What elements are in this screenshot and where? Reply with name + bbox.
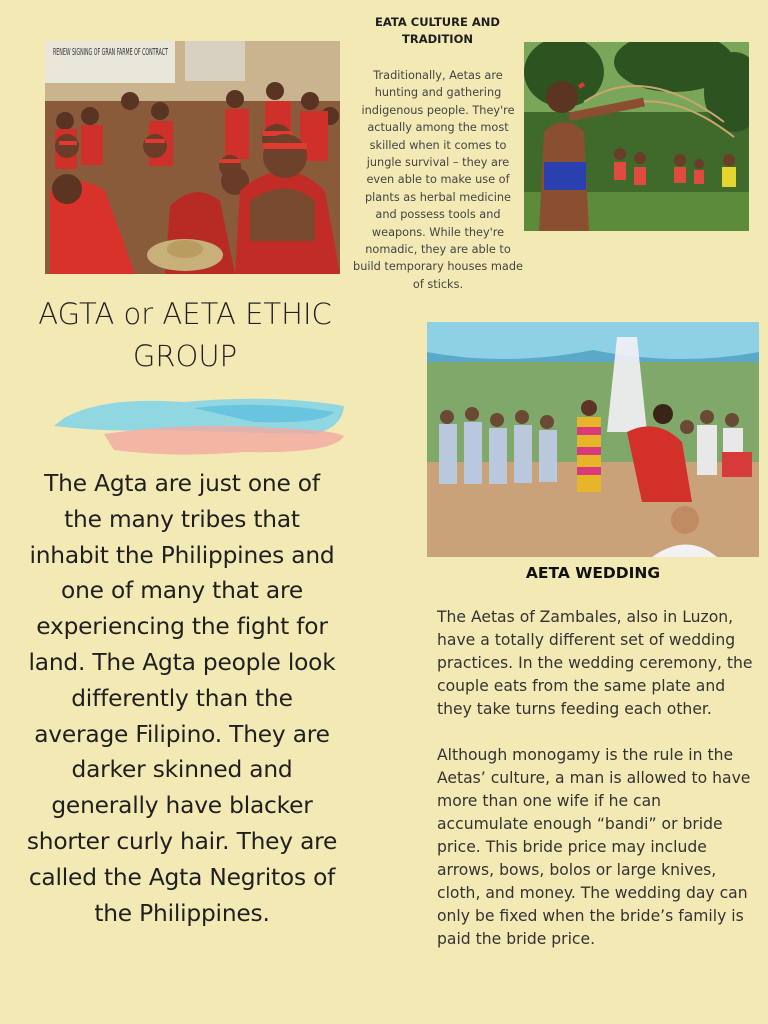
culture-heading: EATA CULTURE AND TRADITION xyxy=(375,15,500,46)
photo-aeta-elders xyxy=(45,41,340,274)
brush-stroke-decoration xyxy=(44,388,350,462)
wedding-heading: AETA WEDDING xyxy=(525,564,661,582)
photo-aeta-archers xyxy=(524,42,749,231)
banner-text: RENEW SIGNING OF GRAN FARME OF CONTRACT xyxy=(53,47,169,58)
photo-aeta-wedding xyxy=(427,322,759,557)
page-title: AGTA or AETA ETHIC GROUP xyxy=(38,297,332,373)
culture-body-text: Traditionally, Aetas are hunting and gathering indigenous people. They're actually among the most skilled when it comes to jungle survival – they are even able to make use of plants as herbal medicine and possess tools and weapons. While they're nomadic, they are able to build temporary houses made of sticks. xyxy=(353,69,523,291)
intro-paragraph: The Agta are just one of the many tribes that inhabit the Philippines and one of many that are experiencing the fight for land. The Agta people look differently than the average Filipino. They are darker skinned and generally have blacker shorter curly hair. They are called the Agta Negritos of the Philippines. xyxy=(26,470,338,927)
wedding-paragraph: The Aetas of Zambales, also in Luzon, have a totally different set of wedding practices. In the wedding ceremony, the couple eats from the same plate and they take turns feeding each other. xyxy=(437,608,753,718)
wedding-paragraph: Although monogamy is the rule in the Aetas’ culture, a man is allowed to have more than one wife if he can accumulate enough “bandi” or bride price. This bride price may include arrows, bows, bolos or large knives, cloth, and money. The wedding day can only be fixed when the bride’s family is paid the bride price. xyxy=(437,746,751,948)
wedding-text xyxy=(437,606,757,974)
